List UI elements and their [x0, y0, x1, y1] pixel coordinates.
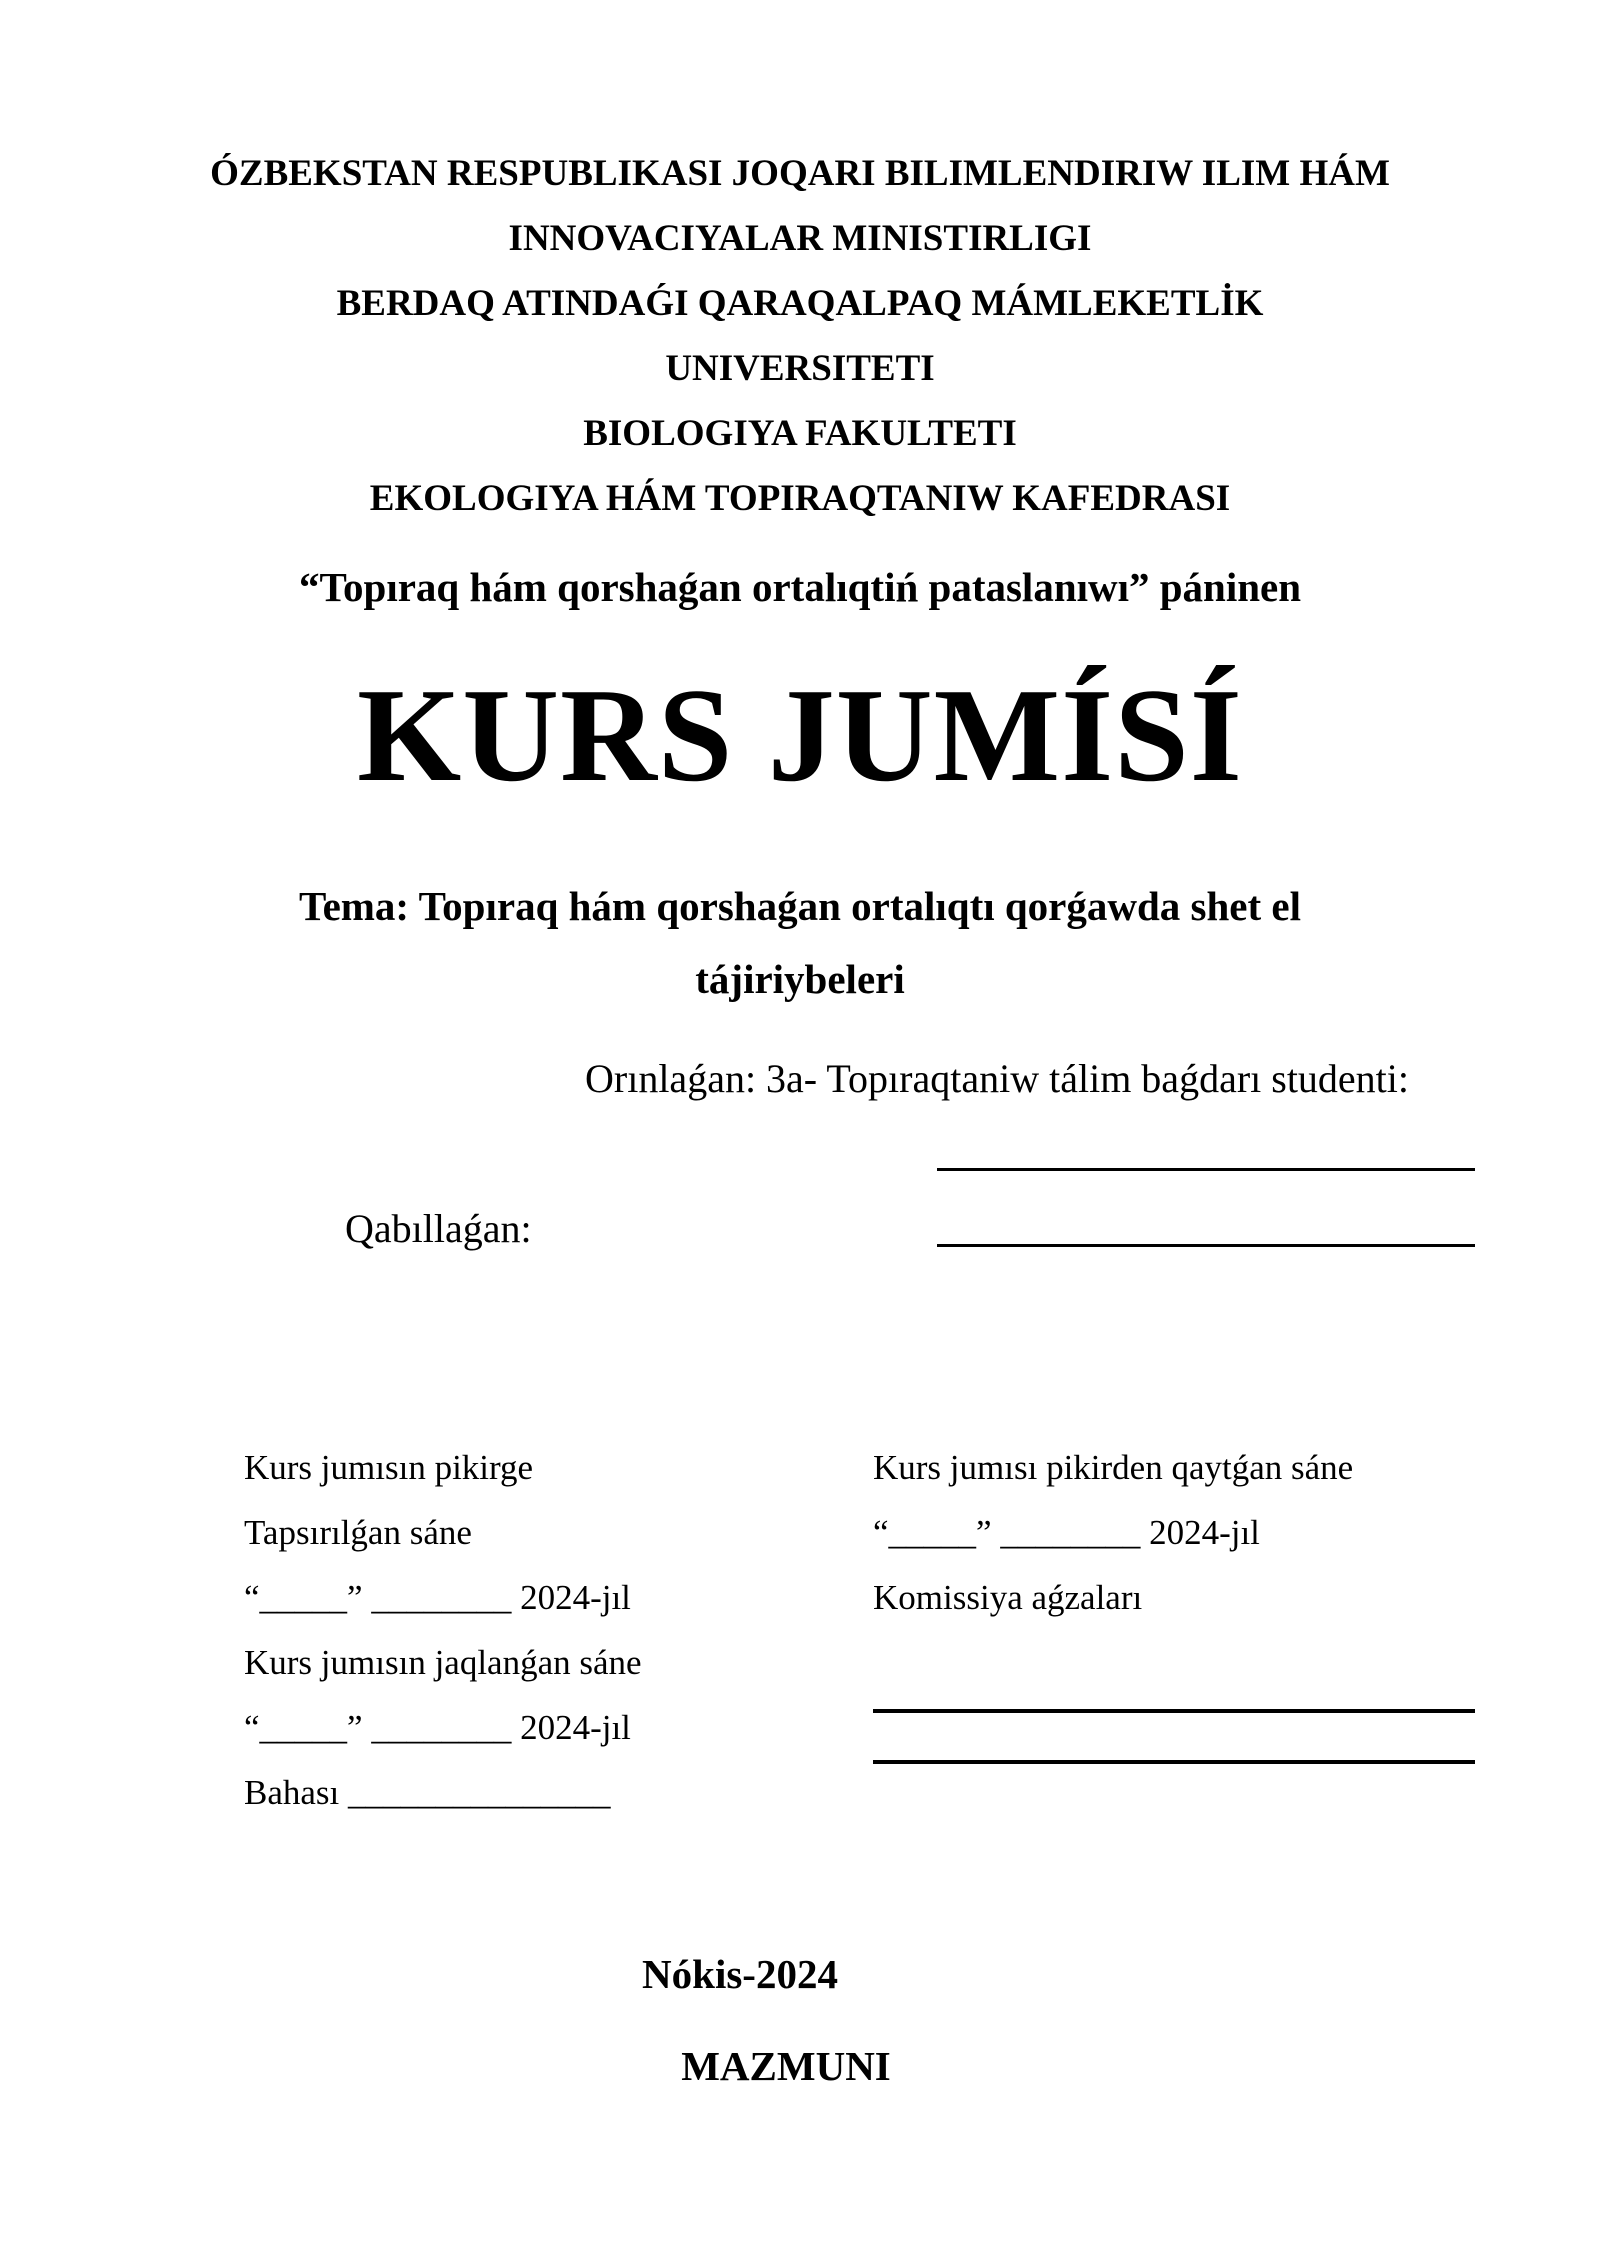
commission-signature-line-1: [873, 1709, 1475, 1713]
ministry-line-1: ÓZBEKSTAN RESPUBLIKASI JOQARI BILIMLENDIRIW ILIM HÁM: [210, 153, 1390, 194]
contents-heading: MAZMUNI: [681, 2043, 891, 2089]
left-line-1: Kurs jumısın pikirge: [244, 1448, 534, 1487]
university-line-1: BERDAQ ATINDAǴI QARAQALPAQ MÁMLEKETLİK: [336, 283, 1264, 324]
receiver-signature-line: [937, 1244, 1475, 1247]
document-title: KURS JUMÍSÍ: [357, 661, 1243, 809]
left-line-6: Bahası _______________: [244, 1773, 611, 1812]
performer-signature-line: [937, 1168, 1475, 1171]
receiver-label: Qabıllaǵan:: [345, 1206, 532, 1251]
faculty-name: BIOLOGIYA FAKULTETI: [583, 413, 1017, 454]
ministry-line-2: INNOVACIYALAR MINISTIRLIGI: [508, 218, 1092, 259]
theme-line-2: tájiriybeleri: [695, 956, 905, 1002]
right-line-2: “_____” ________ 2024-jıl: [873, 1513, 1260, 1552]
left-line-2: Tapsırılǵan sáne: [244, 1513, 472, 1552]
left-line-4: Kurs jumısın jaqlanǵan sáne: [244, 1643, 642, 1682]
right-line-1: Kurs jumısı pikirden qaytǵan sáne: [873, 1448, 1354, 1487]
performer-label: Orınlaǵan: 3a- Topıraqtaniw tálim baǵdarı studenti:: [585, 1056, 1410, 1101]
city-year: Nókis-2024: [642, 1951, 838, 1997]
university-line-2: UNIVERSITETI: [665, 348, 935, 389]
left-line-5: “_____” ________ 2024-jıl: [244, 1708, 631, 1747]
left-line-3: “_____” ________ 2024-jıl: [244, 1578, 631, 1617]
theme-line-1: Tema: Topıraq hám qorshaǵan ortalıqtı qorǵawda shet el: [299, 883, 1301, 929]
commission-signature-line-2: [873, 1760, 1475, 1764]
right-line-3: Komissiya aǵzaları: [873, 1578, 1143, 1617]
subject-line: “Topıraq hám qorshaǵan ortalıqtiń pataslanıwı” páninen: [298, 564, 1302, 610]
department-name: EKOLOGIYA HÁM TOPIRAQTANIW KAFEDRASI: [369, 478, 1231, 519]
